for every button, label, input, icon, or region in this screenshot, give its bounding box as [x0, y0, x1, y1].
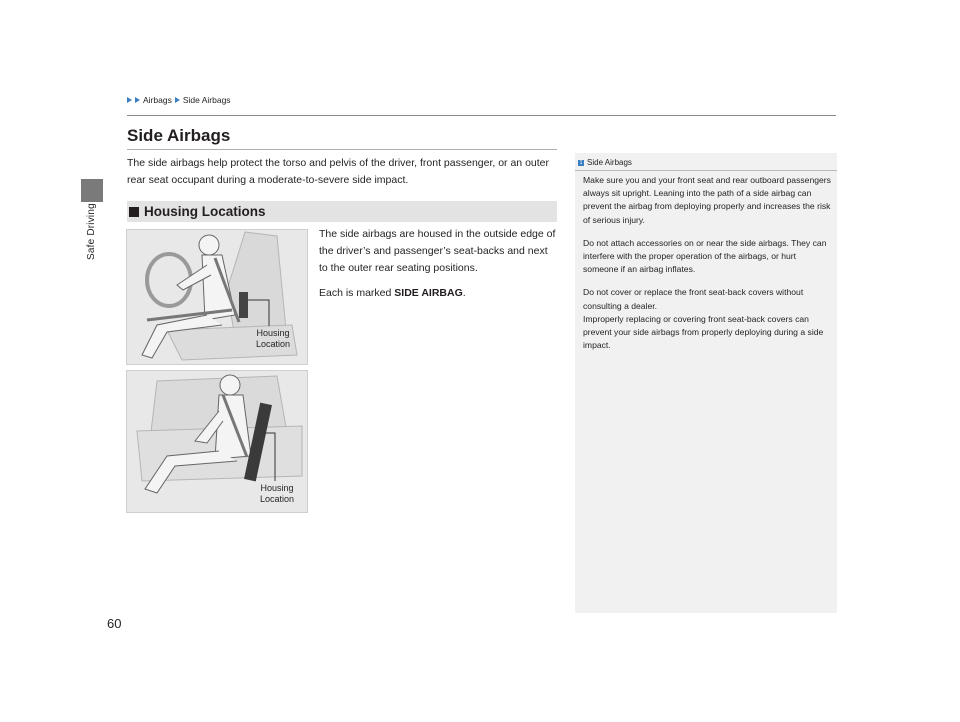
page-number: 60 — [107, 616, 122, 631]
intro-paragraph: The side airbags help protect the torso and pelvis of the driver, front passenger, or an outer rear seat occupant during a moderate-to-severe side impact. — [127, 157, 549, 186]
chapter-label: Safe Driving — [86, 203, 97, 260]
note-paragraph: Do not cover or replace the front seat-back covers without consulting a dealer. — [583, 287, 804, 311]
chapter-tab-marker — [81, 179, 103, 202]
breadcrumb-item-airbags[interactable]: Airbags — [143, 95, 172, 105]
housing-location-label: Housing Location — [255, 328, 291, 349]
section-heading-bar — [127, 201, 557, 222]
page-title: Side Airbags — [127, 126, 231, 145]
note-title: Side Airbags — [587, 158, 632, 167]
housing-description: The side airbags are housed in the outside edge of the driver’s and passenger’s seat-backs and next to the outer rear seating positions. — [319, 228, 556, 274]
note-body — [583, 174, 833, 362]
section-heading: Housing Locations — [144, 204, 266, 219]
breadcrumb-arrow-icon — [127, 97, 132, 103]
note-paragraph: Improperly replacing or covering front seat-back covers can prevent your side airbags from properly deploying during a side impact. — [583, 313, 824, 351]
housing-location-label: Housing Location — [259, 483, 295, 504]
side-airbag-marking: SIDE AIRBAG — [394, 287, 463, 299]
breadcrumb-item-side-airbags[interactable]: Side Airbags — [182, 95, 231, 105]
body-text — [319, 226, 559, 310]
rear-seat-illustration — [126, 370, 308, 513]
marking-note: Each is marked SIDE AIRBAG. — [319, 287, 466, 299]
breadcrumb-arrow-icon — [175, 97, 180, 103]
note-header — [578, 158, 632, 167]
note-paragraph: Do not attach accessories on or near the side airbags. They can interfere with the proper operation of the airbags, or hurt someone if an airbag inflates. — [583, 237, 827, 275]
title-divider — [127, 149, 557, 150]
breadcrumb-arrow-icon — [135, 97, 140, 103]
note-divider — [575, 170, 837, 171]
note-sidebar — [575, 153, 837, 613]
note-paragraph: Make sure you and your front seat and rear outboard passengers always sit upright. Leaning into the path of a side airbag can prevent the airbag from deploying properly and increases the risk of serious injury. — [583, 175, 831, 225]
note-reference-icon: 1 — [579, 159, 583, 166]
section-square-icon — [129, 207, 139, 217]
breadcrumb — [127, 95, 231, 105]
header-divider — [127, 115, 836, 116]
front-seat-illustration — [126, 229, 308, 365]
